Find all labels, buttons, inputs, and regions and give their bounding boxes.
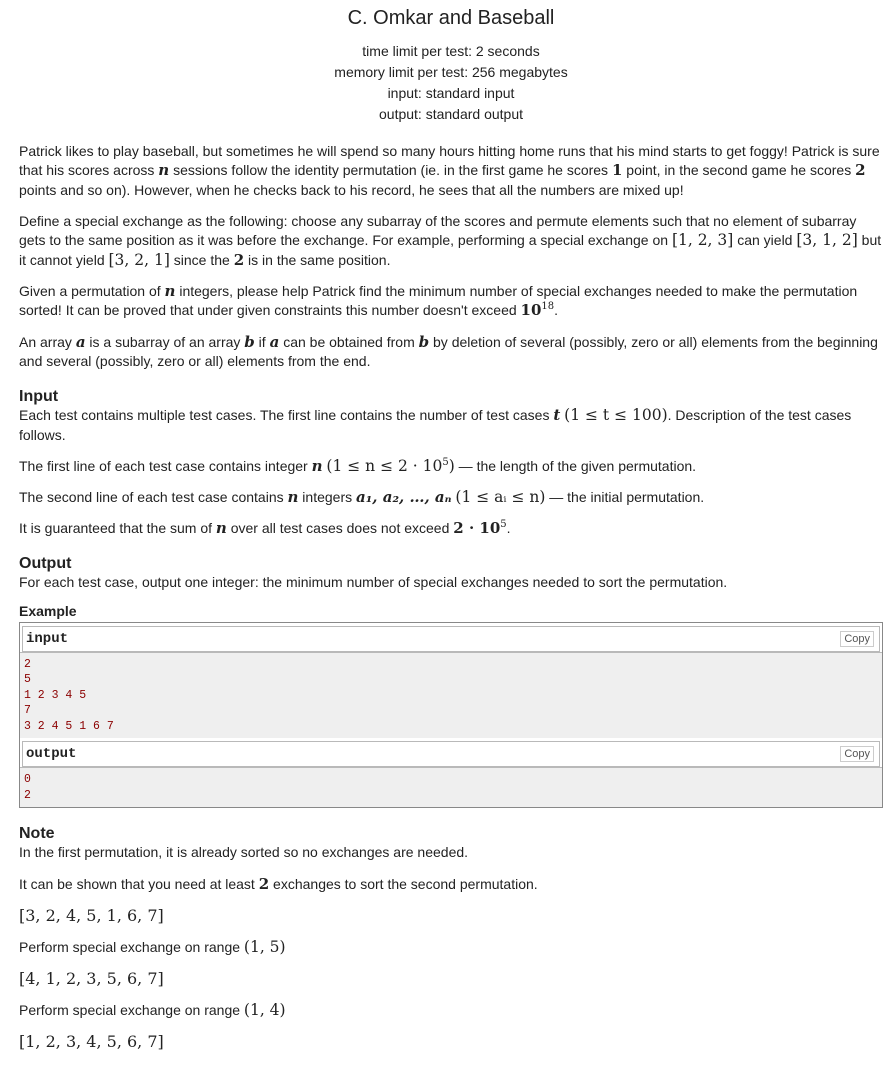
copy-output-button[interactable]: Copy: [840, 746, 874, 762]
time-limit: time limit per test: 2 seconds: [362, 43, 540, 59]
note-paragraph-2: It can be shown that you need at least 2 exchanges to sort the second permutation.: [19, 874, 538, 893]
output-file: output: standard output: [379, 106, 523, 122]
sample-output-body[interactable]: [20, 767, 882, 807]
legend-paragraph-2: Define a special exchange as the following: choose any subarray of the scores and permute elements such that no element of subarray gets to the same position as it was before the exchange. For example, performing a special exchange on [1, 2, 3] can yield [3, 1, 2] but it cannot yield [3, 2, 1] since the 2 is in the same position.: [19, 213, 882, 269]
sample-input-line: 1 2 3 4 5: [24, 688, 87, 702]
sample-output-line: 0: [24, 773, 31, 787]
sample-input-line: 2: [24, 657, 31, 671]
sample-output-header: [22, 741, 880, 767]
input-section-title: Input: [19, 388, 59, 406]
input-paragraph-2: The first line of each test case contains integer n $(1 \le n \le 2 \cdot 10^5)$ — the length of the given permutation.: [19, 456, 697, 475]
legend-paragraph-1: Patrick likes to play baseball, but sometimes he will spend so many hours hitting home runs that his mind starts to get foggy! Patrick is sure that his scores across n sessions follow the identity permutation (ie. in the first game he scores 1 point, in the second game he scores 2 points and so on). However, when he checks back to his record, he sees that all the numbers are mixed up!: [19, 143, 880, 198]
input-paragraph-4: It is guaranteed that the sum of n over all test cases does not exceed $2 \cdot 10^5$.: [19, 519, 511, 538]
output-section-title: Output: [19, 555, 72, 573]
sample-input-line: 7: [24, 704, 31, 718]
note-operation-2: Perform special exchange on range (1, 4): [19, 1000, 286, 1019]
sample-input-label: input: [26, 630, 69, 647]
note-permutation-2: [4, 1, 2, 3, 5, 6, 7]: [19, 968, 164, 988]
output-paragraph: For each test case, output one integer: the minimum number of special exchanges needed to sort the permutation.: [19, 574, 728, 591]
problem-statement: [19, 0, 883, 1064]
sample-input-line: 3 2 4 5 1 6 7: [24, 719, 114, 733]
legend-paragraph-3: Given a permutation of n integers, please help Patrick find the minimum number of special exchanges needed to make the permutation sorted! It can be proved that under given constraints this number doesn't exceed $10^{18}$.: [19, 282, 858, 320]
memory-limit: memory limit per test: 256 megabytes: [334, 64, 568, 80]
example-title: Example: [19, 602, 77, 619]
copy-input-button[interactable]: Copy: [840, 631, 874, 647]
sample-input-header: [22, 626, 880, 652]
problem-header: [19, 7, 883, 125]
note-operation-1: Perform special exchange on range (1, 5): [19, 937, 286, 956]
input-paragraph-3: The second line of each test case contains n integers a₁, a₂, …, aₙ (1 ≤ aᵢ ≤ n) — the initial permutation.: [19, 488, 705, 507]
sample-output-label: output: [26, 746, 77, 763]
note-permutation-1: [3, 2, 4, 5, 1, 6, 7]: [19, 905, 164, 925]
note-permutation-3: [1, 2, 3, 4, 5, 6, 7]: [19, 1031, 164, 1051]
legend-paragraph-4: An array a is a subarray of an array b if a can be obtained from b by deletion of several (possibly, zero or all) elements from the beginning and several (possibly, zero or all) elements from the end.: [19, 332, 878, 370]
note-paragraph-1: In the first permutation, it is already sorted so no exchanges are needed.: [19, 844, 469, 861]
note-section-title: Note: [19, 825, 55, 843]
sample-tests: [19, 622, 883, 809]
sample-input-body[interactable]: [20, 652, 882, 739]
sample-input-line: 5: [24, 673, 31, 687]
sample-output-line: 2: [24, 788, 31, 802]
input-file: input: standard input: [387, 85, 515, 101]
problem-title: C. Omkar and Baseball: [347, 7, 555, 29]
input-paragraph-1: Each test contains multiple test cases. The first line contains the number of test cases t (1 ≤ t ≤ 100). Description of the test cases follows.: [19, 406, 852, 443]
